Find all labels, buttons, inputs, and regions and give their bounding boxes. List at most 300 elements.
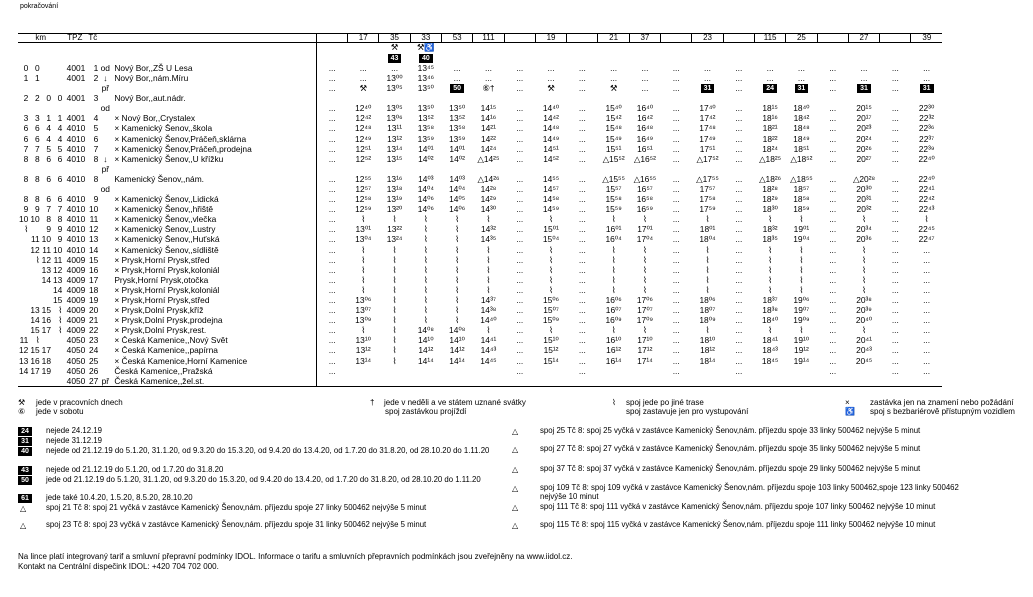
trip-time: 15⁰⁴ xyxy=(542,234,560,245)
blank xyxy=(52,43,63,53)
trip-time: △14²⁵ xyxy=(477,153,500,164)
trip-time: ⌇ xyxy=(392,305,397,316)
stop-row xyxy=(18,63,942,73)
trip-time: 18³⁸ xyxy=(762,305,778,316)
km-value: 9 xyxy=(46,224,51,235)
stop-row xyxy=(18,124,942,134)
trip-time: ... xyxy=(516,63,524,73)
km-value: 0 xyxy=(34,63,40,73)
stop-name: × Prysk,Dolní Prysk,kříž xyxy=(114,305,204,316)
trip-time: △16⁵² xyxy=(633,153,656,164)
trip-time: ... xyxy=(672,153,680,164)
trip-marker-box xyxy=(848,52,879,63)
km-value xyxy=(29,376,40,387)
stop-mark xyxy=(99,204,111,214)
tc-value: 1 xyxy=(93,63,99,73)
trip-time xyxy=(379,164,410,174)
blank xyxy=(99,43,111,53)
trip-time: ... xyxy=(797,63,805,73)
tc-value: 12 xyxy=(88,224,99,235)
trip-time: ... xyxy=(672,234,680,245)
trip-time: ⌇ xyxy=(486,254,491,265)
km-value xyxy=(29,184,40,194)
km-value xyxy=(41,73,52,83)
trip-time xyxy=(504,376,535,387)
trip-time xyxy=(661,376,692,387)
tc-value xyxy=(86,103,99,113)
tpz-value: 4009 xyxy=(66,254,86,265)
stop-row xyxy=(18,144,942,154)
km-value: 11 xyxy=(30,234,40,245)
stop-mark xyxy=(99,214,111,224)
trip-time: ... xyxy=(829,244,837,255)
trip-time: ... xyxy=(672,315,680,326)
km-value xyxy=(18,325,29,335)
trip-time xyxy=(316,93,347,103)
trip-time: 20²⁴ xyxy=(856,133,872,144)
trip-time: △14²⁶ xyxy=(477,174,500,184)
km-value: 8 xyxy=(57,214,63,225)
trip-time: ⌇ xyxy=(611,285,616,295)
trip-time: △18⁵² xyxy=(790,153,813,164)
trip-time xyxy=(629,366,660,376)
note-box: 61 xyxy=(18,494,32,503)
trip-time: 15⁴² xyxy=(605,113,622,124)
trip-time: 14²² xyxy=(480,133,496,144)
note-text: spoj 37 Tč 8: spoj 37 vyčká v zastávce Kamenický Šenov,nám. příjezdu spoje 29 linky 500462 nejvýše 5 minut xyxy=(540,464,921,473)
trip-time: ... xyxy=(516,345,524,356)
km-value: 16 xyxy=(30,355,40,366)
trip-time xyxy=(848,376,879,387)
trip-time: ... xyxy=(923,335,931,346)
trip-marker xyxy=(661,43,692,53)
trip-time: ... xyxy=(891,123,899,134)
trip-time: ... xyxy=(516,174,524,184)
trip-time xyxy=(911,164,942,174)
trip-time: 20²⁷ xyxy=(856,153,872,164)
stop-mark: př xyxy=(101,163,110,174)
triangle-icon: △ xyxy=(512,465,519,474)
stop-row xyxy=(18,164,942,174)
trip-time: ⌇ xyxy=(361,264,366,275)
blank xyxy=(86,52,99,63)
trip-time: 14¹² xyxy=(449,345,465,356)
trip-time: ... xyxy=(735,184,743,194)
trip-time: ⌇ xyxy=(861,274,867,285)
tc-value: 14 xyxy=(88,244,99,255)
tc-value: 5 xyxy=(93,123,99,134)
trip-time: 13²² xyxy=(387,224,402,235)
blank xyxy=(111,34,316,43)
trip-time: 15¹² xyxy=(543,345,559,356)
trip-time: ... xyxy=(891,335,899,346)
km-value: 5 xyxy=(57,143,63,154)
stop-row xyxy=(18,154,942,164)
km-value xyxy=(29,164,40,174)
trip-time: 12⁵⁸ xyxy=(355,194,372,205)
trip-time xyxy=(442,164,473,174)
trip-time: 14³⁰ xyxy=(480,204,497,215)
stop-mark xyxy=(99,315,111,325)
trip-marker-box xyxy=(911,52,942,63)
tpz-value xyxy=(63,164,86,174)
trip-time: ... xyxy=(316,194,347,204)
trip-number: 17 xyxy=(348,34,379,43)
km-value: 11 xyxy=(53,254,63,265)
stop-row xyxy=(18,73,942,83)
trip-time: 14⁵¹ xyxy=(543,143,559,154)
trip-time: 20³⁰ xyxy=(856,184,872,194)
trip-marker-box xyxy=(567,52,598,63)
trip-time: ... xyxy=(516,264,524,275)
trip-time xyxy=(848,83,879,93)
trip-time: ... xyxy=(735,214,743,225)
trip-time: 14⁴² xyxy=(543,113,559,124)
trip-time xyxy=(504,93,535,103)
trip-time: ... xyxy=(316,83,347,93)
trip-time: ⌇ xyxy=(392,264,397,275)
stop-row xyxy=(18,366,942,376)
trip-marker-box xyxy=(410,52,441,63)
trip-time: 20³² xyxy=(856,204,872,215)
trip-time: ... xyxy=(610,73,618,83)
tc-value: 18 xyxy=(88,285,99,295)
stop-mark xyxy=(99,285,111,295)
trip-time: ⌇ xyxy=(705,214,710,225)
trip-time: ⌇ xyxy=(924,214,929,225)
trip-time: 15⁰⁶ xyxy=(542,295,560,305)
trip-time: 18³² xyxy=(762,224,778,235)
trip-time: ... xyxy=(735,335,743,346)
trip-time: 19⁰⁹ xyxy=(793,315,810,326)
trip-time: ⌇ xyxy=(392,335,397,346)
km-value xyxy=(41,103,52,113)
trip-time: ... xyxy=(735,264,743,275)
blank xyxy=(99,34,111,43)
stop-name: × Kamenický Šenov,,hřiště xyxy=(114,204,214,215)
trip-time: 12⁴⁹ xyxy=(355,133,372,144)
km-value: 15 xyxy=(41,305,51,316)
stop-mark: ↓ xyxy=(103,153,108,164)
trip-time: 18¹⁶ xyxy=(762,113,778,124)
trip-time: ... xyxy=(391,63,399,73)
blank xyxy=(29,43,40,53)
trip-time: 18⁵¹ xyxy=(793,143,810,154)
trip-time: 18⁴⁹ xyxy=(793,133,810,144)
trip-marker xyxy=(504,43,535,53)
trip-time: ... xyxy=(829,274,837,285)
km-value: ⌇ xyxy=(35,335,40,346)
stop-mark xyxy=(99,275,111,285)
trip-time: ... xyxy=(672,355,680,366)
trip-time: 22³⁹ xyxy=(918,143,935,154)
trip-number xyxy=(817,34,848,43)
stop-row xyxy=(18,275,942,285)
trip-time: ... xyxy=(516,224,524,235)
km-value: 15 xyxy=(30,325,40,336)
km-value: 12 xyxy=(19,345,29,356)
trip-number: 25 xyxy=(786,34,817,43)
trip-time: ... xyxy=(829,234,837,245)
trip-time: ... xyxy=(891,63,899,73)
trip-time: ⌇ xyxy=(768,214,773,225)
trip-time: ⌇ xyxy=(611,274,616,285)
trip-time: 16⁵⁷ xyxy=(637,184,653,194)
trip-time: 13⁵⁹ xyxy=(448,133,466,144)
km-value: 6 xyxy=(23,123,29,134)
km-value: 5 xyxy=(46,143,51,154)
km-value xyxy=(29,285,40,295)
trip-time: ... xyxy=(547,73,555,83)
note-box: 40 xyxy=(419,54,433,63)
trip-number xyxy=(316,34,347,43)
tpz-value: 4050 xyxy=(66,365,86,376)
trip-marker-box xyxy=(754,52,785,63)
trip-time xyxy=(598,164,629,174)
trip-time xyxy=(661,93,692,103)
trip-time: ... xyxy=(735,295,743,305)
trip-time: ... xyxy=(923,73,931,83)
trip-time xyxy=(817,93,848,103)
stop-mark: ↓ xyxy=(103,73,108,83)
trip-time: 20³⁴ xyxy=(856,224,872,235)
trip-time: ... xyxy=(578,285,586,295)
trip-time: ⌇ xyxy=(799,285,804,295)
trip-time: ... xyxy=(316,214,347,224)
trip-time: ... xyxy=(891,224,899,235)
stop-name: × Kamenický Šenov,Práčeň,prodejna xyxy=(114,143,252,154)
trip-time: 17⁴² xyxy=(699,113,716,124)
tc-value: 4 xyxy=(93,113,99,124)
trip-time: 16⁰⁹ xyxy=(605,315,622,326)
trip-time: ⌇ xyxy=(486,274,491,285)
trip-time: ⌇ xyxy=(392,295,397,305)
km-value xyxy=(52,376,63,387)
tc-value: 26 xyxy=(88,365,99,376)
trip-time xyxy=(442,376,473,387)
km-value: 6 xyxy=(57,153,63,164)
trip-time: ⌇ xyxy=(642,244,647,255)
tc-value: 13 xyxy=(88,234,99,245)
trip-time: ... xyxy=(735,254,743,265)
trip-number: 111 xyxy=(473,34,504,43)
km-value: 12 xyxy=(52,264,63,275)
trip-time: ⌇ xyxy=(799,274,804,285)
tc-value xyxy=(86,164,99,174)
trip-time xyxy=(316,164,347,174)
timetable xyxy=(18,33,942,387)
trip-time xyxy=(911,93,942,103)
trip-time xyxy=(473,376,504,387)
trip-time: ⌇ xyxy=(768,254,773,265)
trip-time: ... xyxy=(829,285,837,295)
km-value: 1 xyxy=(34,73,40,83)
trip-time xyxy=(410,93,441,103)
trip-time: 22³² xyxy=(919,113,935,124)
trip-time xyxy=(598,376,629,387)
trip-time xyxy=(535,93,566,103)
trip-time: ⌇ xyxy=(392,254,397,265)
trip-time: 19⁰⁴ xyxy=(793,234,810,245)
stop-mark xyxy=(99,295,111,305)
trip-time: ⌇ xyxy=(486,264,491,275)
trip-time: 13⁰⁶ xyxy=(386,113,403,124)
stop-row xyxy=(18,113,942,123)
trip-time xyxy=(473,164,504,174)
trip-time: 19¹⁰ xyxy=(793,335,810,346)
km-value xyxy=(18,235,29,245)
trip-marker-box xyxy=(723,52,754,63)
trip-time: ... xyxy=(891,73,899,83)
trip-time: ... xyxy=(578,264,586,275)
trip-time: 13¹⁴ xyxy=(386,143,403,154)
km-value: 8 xyxy=(34,174,40,184)
tpz-value: 4050 xyxy=(66,335,86,346)
trip-time: 12⁴⁸ xyxy=(355,123,372,134)
trip-time: ⌇ xyxy=(548,254,554,265)
stop-name: × Nový Bor,,Crystalex xyxy=(114,113,196,124)
km-value: ⌇ xyxy=(58,315,63,326)
stop-mark xyxy=(99,93,111,103)
trip-time: ... xyxy=(891,305,899,316)
trip-time: 16¹² xyxy=(606,345,622,356)
trip-time: ... xyxy=(316,124,347,134)
stop-row xyxy=(18,194,942,204)
stop-row xyxy=(18,174,942,184)
km-value xyxy=(18,184,29,194)
stop-name: Nový Bor,,aut.nádr. xyxy=(114,93,186,104)
trip-time: ⌇ xyxy=(423,234,428,245)
stop-row xyxy=(18,315,942,325)
trip-time: 20³⁸ xyxy=(856,295,872,305)
trip-time: ... xyxy=(829,224,837,235)
trip-time: ... xyxy=(829,214,837,225)
trip-time: ... xyxy=(453,73,461,83)
trip-time: ⌇ xyxy=(861,325,867,336)
trip-time: ⌇ xyxy=(642,274,647,285)
tpz-value: 4050 xyxy=(66,345,86,356)
trip-time: 14²⁸ xyxy=(480,184,497,194)
trip-time: ⌇ xyxy=(455,264,460,275)
km-value xyxy=(41,83,52,93)
trip-time: 13⁵⁸ xyxy=(448,123,466,134)
trip-time: ... xyxy=(672,254,680,265)
trip-time: ⌇ xyxy=(768,285,773,295)
trip-time: ... xyxy=(923,365,931,376)
km-value xyxy=(29,265,40,275)
trip-time: ⌇ xyxy=(705,254,710,265)
trip-marker xyxy=(911,43,942,53)
stop-name xyxy=(111,83,316,93)
tc-value: 6 xyxy=(93,133,99,144)
trip-time: ⌇ xyxy=(361,254,366,265)
trip-time: 19¹² xyxy=(793,345,809,356)
legend-symbol-icon: † xyxy=(370,398,375,407)
trip-time: △17⁵² xyxy=(696,153,719,164)
stop-mark xyxy=(99,346,111,356)
trip-time: 16⁴⁰ xyxy=(636,103,654,114)
km-value xyxy=(52,336,63,346)
trip-time: 13⁴⁵ xyxy=(417,63,435,73)
trip-time: ⌇ xyxy=(423,214,428,225)
trip-time: ⌇ xyxy=(423,285,428,295)
tc-value: 27 xyxy=(86,376,99,387)
trip-time: 18⁴⁵ xyxy=(761,355,779,366)
trip-time: △20²⁸ xyxy=(852,174,876,184)
km-value: 6 xyxy=(46,194,51,205)
trip-time: 17⁰⁴ xyxy=(636,234,654,245)
km-value: 6 xyxy=(46,174,51,184)
trip-time: ... xyxy=(891,234,899,245)
trip-time: 13¹² xyxy=(355,345,371,356)
km-value: 8 xyxy=(23,194,29,205)
km-value xyxy=(41,376,52,387)
trip-marker-box xyxy=(535,52,566,63)
trip-marker xyxy=(754,43,785,53)
trip-number: 115 xyxy=(754,34,785,43)
trip-time xyxy=(410,376,441,387)
stop-name: × Kamenický Šenov,,škola xyxy=(114,123,213,134)
trip-time xyxy=(410,164,441,174)
note-text: jede také 10.4.20, 1.5.20, 8.5.20, 28.10.20 xyxy=(46,493,193,502)
trip-time: ... xyxy=(704,73,712,83)
stop-name: × Česká Kamenice,Horní Kamenice xyxy=(114,355,248,366)
trip-time: ⌇ xyxy=(361,244,366,255)
trip-time xyxy=(754,366,785,376)
stop-mark xyxy=(99,325,111,335)
trip-time: ⌇ xyxy=(455,214,460,225)
trip-time: ... xyxy=(672,113,680,124)
trip-time: 13⁵⁰ xyxy=(449,103,466,114)
blank xyxy=(111,52,316,63)
trip-time: 16⁵⁸ xyxy=(636,194,654,205)
trip-time: 16⁴² xyxy=(637,113,653,124)
trip-time xyxy=(473,93,504,103)
trip-time: 14⁵⁹ xyxy=(542,204,560,215)
tpz-value: 4009 xyxy=(66,264,86,275)
km-value: 4 xyxy=(46,133,51,144)
trip-time: ⌇ xyxy=(455,315,460,326)
trip-time: 18²⁹ xyxy=(762,194,778,205)
trip-time xyxy=(911,83,942,93)
stop-row xyxy=(18,376,942,387)
legend-text: spoj s bezbariérově přístupným vozidlem xyxy=(870,407,1015,416)
trip-time: 15⁰⁹ xyxy=(542,315,560,326)
stop-name xyxy=(111,184,316,194)
trip-time xyxy=(692,376,723,387)
trip-time: ... xyxy=(316,336,347,346)
trip-time: 20³⁹ xyxy=(856,305,872,316)
trip-time: ⌇ xyxy=(799,244,804,255)
trip-time xyxy=(410,366,441,376)
km-value: 9 xyxy=(23,204,29,215)
trip-time: ... xyxy=(672,305,680,316)
km-value: 6 xyxy=(46,153,51,164)
trip-time xyxy=(535,164,566,174)
km-value: 6 xyxy=(23,133,29,144)
trip-time: ... xyxy=(829,194,837,205)
trip-time: 15⁵⁷ xyxy=(605,184,622,194)
km-header: km xyxy=(18,34,63,43)
stop-row xyxy=(18,356,942,366)
trip-time: ⌇ xyxy=(423,254,428,265)
stop-name: Nový Bor,,ZŠ U Lesa xyxy=(114,63,193,73)
trip-time: 20¹⁵ xyxy=(856,103,872,114)
trip-number xyxy=(723,34,754,43)
trip-time: ... xyxy=(672,204,680,215)
trip-time: ... xyxy=(316,134,347,144)
trip-time xyxy=(754,164,785,174)
